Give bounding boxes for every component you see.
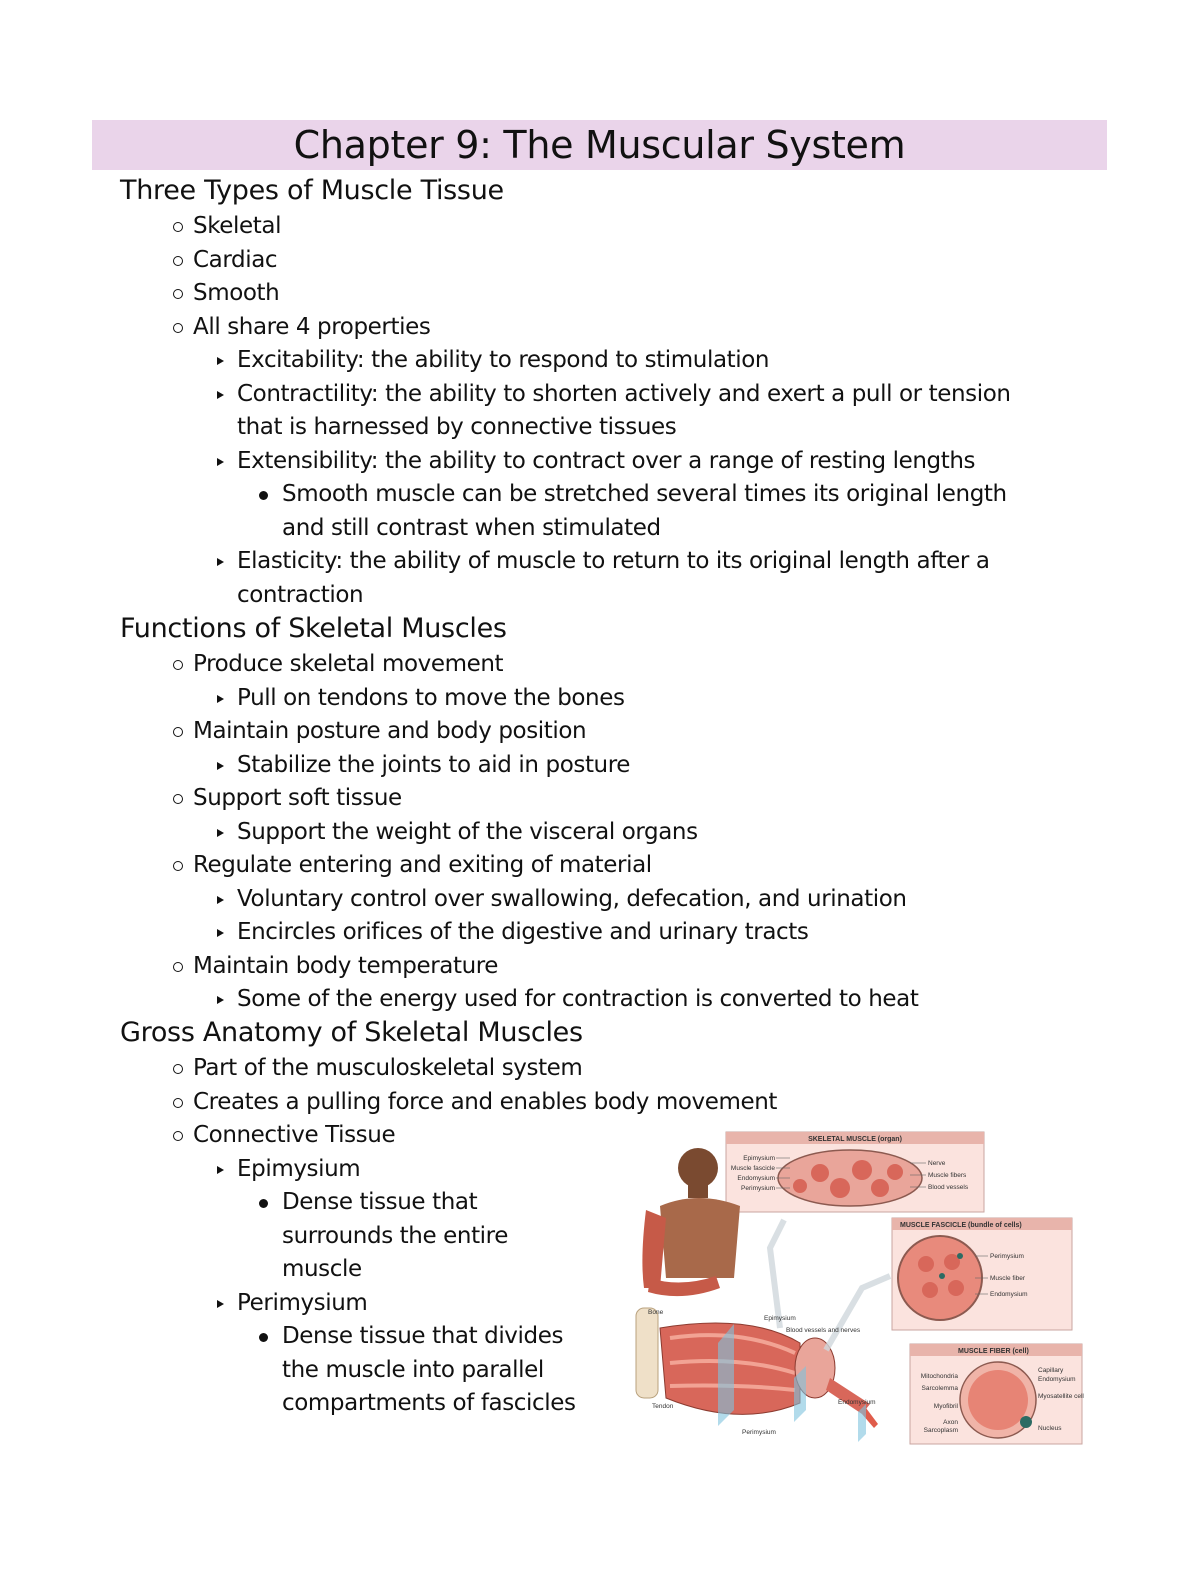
organ-label-fascicle: Muscle fascicle: [730, 1165, 775, 1172]
circle-bullet-icon: [173, 1131, 183, 1141]
circle-bullet-icon: [173, 1098, 183, 1108]
list-item-text: Extensibility: the ability to contract over a range of resting lengths: [237, 447, 976, 474]
list-item: [237, 749, 1087, 783]
triangle-bullet-icon: [217, 1300, 224, 1308]
main-label-epimysium: Epimysium: [764, 1315, 796, 1322]
triangle-bullet-icon: [217, 829, 224, 837]
list-item: [193, 244, 277, 278]
fiber-label-nucleus: Nucleus: [1038, 1425, 1062, 1432]
organ-label-blood-vessels: Blood vessels: [928, 1184, 969, 1191]
circle-bullet-icon: [173, 727, 183, 737]
list-item: [237, 445, 1087, 479]
list-item: [237, 545, 1087, 612]
organ-label-epimysium: Epimysium: [743, 1155, 775, 1162]
fascicle-panel: [892, 1218, 1072, 1330]
fiber-label-sarcoplasm: Sarcoplasm: [923, 1427, 958, 1434]
list-item-text: and still contrast when stimulated: [282, 514, 661, 541]
list-item-text: Support soft tissue: [193, 785, 402, 811]
list-item-text: compartments of fascicles: [282, 1390, 576, 1416]
list-item: [282, 1186, 612, 1287]
list-item-text: Regulate entering and exiting of material: [193, 852, 652, 878]
triangle-bullet-icon: [217, 996, 224, 1004]
fascicle-label-endomysium: Endomysium: [990, 1291, 1028, 1298]
list-item-text: contraction: [237, 581, 364, 608]
list-item: [282, 478, 1082, 545]
list-item: [193, 1119, 395, 1153]
triangle-bullet-icon: [217, 1166, 224, 1174]
organ-label-nerve: Nerve: [928, 1160, 946, 1167]
list-item: [193, 1086, 777, 1120]
triangle-bullet-icon: [217, 695, 224, 703]
list-item-text: Excitability: the ability to respond to stimulation: [237, 347, 770, 373]
triangle-bullet-icon: [217, 762, 224, 770]
list-item-text: Pull on tendons to move the bones: [237, 684, 625, 711]
list-item: [193, 1052, 582, 1086]
list-item: [237, 916, 1087, 950]
triangle-bullet-icon: [217, 929, 224, 937]
circle-bullet-icon: [173, 289, 183, 299]
page-title: Chapter 9: The Muscular System: [293, 123, 906, 167]
organ-panel-title: SKELETAL MUSCLE (organ): [808, 1136, 902, 1143]
triangle-bullet-icon: [217, 558, 224, 566]
circle-bullet-icon: [173, 1064, 183, 1074]
list-item-text: surrounds the entire: [282, 1222, 508, 1249]
fiber-label-endomysium: Endomysium: [1038, 1376, 1076, 1383]
organ-label-endomysium: Endomysium: [737, 1175, 775, 1182]
list-item-text: Dense tissue that: [282, 1189, 478, 1215]
fiber-label-sarcolemma: Sarcolemma: [921, 1385, 958, 1392]
muscle-anatomy-illustration: [630, 1128, 1090, 1448]
triangle-bullet-icon: [217, 896, 224, 904]
list-item: [282, 1320, 612, 1421]
list-item: [193, 277, 279, 311]
list-item-text: Produce skeletal movement: [193, 651, 504, 677]
organ-panel: [726, 1132, 984, 1212]
section-gross-anatomy-heading: Gross Anatomy of Skeletal Muscles: [120, 1017, 583, 1048]
fiber-label-myofibril: Myofibril: [933, 1403, 958, 1410]
circle-bullet-icon: [173, 256, 183, 266]
list-item: [237, 883, 1087, 917]
list-item-text: Stabilize the joints to aid in posture: [237, 751, 631, 778]
list-item-text: Encircles orifices of the digestive and urinary tracts: [237, 919, 809, 945]
list-item: [237, 344, 1087, 378]
list-item-text: Smooth muscle can be stretched several times its original length: [282, 481, 1007, 507]
list-item-text: muscle: [282, 1256, 362, 1282]
list-item: [237, 682, 1087, 716]
fascicle-label-perimysium: Perimysium: [990, 1253, 1024, 1260]
organ-label-perimysium: Perimysium: [741, 1185, 775, 1192]
list-item: [193, 950, 498, 984]
list-item-text: Part of the musculoskeletal system: [193, 1055, 583, 1081]
fiber-panel: [910, 1344, 1084, 1444]
list-item-text: All share 4 properties: [193, 313, 431, 340]
list-item-text: Epimysium: [237, 1155, 361, 1182]
list-item: [237, 816, 1087, 850]
circle-bullet-icon: [173, 660, 183, 670]
main-label-perimysium: Perimysium: [742, 1429, 776, 1436]
circle-bullet-icon: [173, 861, 183, 871]
dot-bullet-icon: [259, 1199, 268, 1208]
section-skeletal-functions-heading: Functions of Skeletal Muscles: [120, 613, 507, 644]
list-item-text: Contractility: the ability to shorten actively and exert a pull or tension: [237, 380, 1011, 407]
list-item: [193, 849, 652, 883]
person-illustration: [642, 1148, 740, 1296]
list-item: [237, 983, 1087, 1017]
list-item-text: Smooth: [193, 280, 280, 306]
triangle-bullet-icon: [217, 391, 224, 399]
muscle-anatomy-figure: [630, 1128, 1090, 1448]
triangle-bullet-icon: [217, 458, 224, 466]
list-item: [237, 378, 1087, 445]
main-label-tendon: Tendon: [652, 1403, 674, 1410]
list-item: [193, 782, 402, 816]
dot-bullet-icon: [259, 491, 268, 500]
fiber-label-capillary: Capillary: [1038, 1367, 1064, 1374]
fiber-label-mitochondria: Mitochondria: [920, 1373, 958, 1380]
list-item: [193, 311, 430, 345]
fiber-label-myosatellite: Myosatellite cell: [1038, 1393, 1084, 1400]
circle-bullet-icon: [173, 962, 183, 972]
list-item-text: Skeletal: [193, 213, 282, 239]
fiber-label-axon: Axon: [943, 1419, 958, 1426]
main-label-bone: Bone: [648, 1309, 664, 1316]
main-label-endomysium: Endomysium: [838, 1399, 876, 1406]
fascicle-panel-title: MUSCLE FASCICLE (bundle of cells): [900, 1222, 1022, 1229]
list-item-text: Perimysium: [237, 1289, 368, 1316]
list-item-text: that is harnessed by connective tissues: [237, 414, 677, 440]
main-label-vessels: Blood vessels and nerves: [786, 1327, 861, 1334]
list-item: [193, 715, 586, 749]
list-item-text: Maintain body temperature: [193, 952, 499, 979]
list-item-text: the muscle into parallel: [282, 1356, 544, 1383]
circle-bullet-icon: [173, 323, 183, 333]
list-item: [193, 210, 281, 244]
fiber-panel-title: MUSCLE FIBER (cell): [958, 1348, 1029, 1355]
dot-bullet-icon: [259, 1333, 268, 1342]
fascicle-label-muscle-fiber: Muscle fiber: [990, 1275, 1026, 1282]
list-item-text: Elasticity: the ability of muscle to return to its original length after a: [237, 548, 990, 574]
list-item-text: Cardiac: [193, 246, 278, 273]
list-item-text: Support the weight of the visceral organs: [237, 818, 698, 845]
list-item-text: Maintain posture and body position: [193, 718, 587, 744]
list-item-text: Creates a pulling force and enables body movement: [193, 1088, 778, 1115]
triangle-bullet-icon: [217, 357, 224, 365]
circle-bullet-icon: [173, 222, 183, 232]
list-item-text: Some of the energy used for contraction is converted to heat: [237, 986, 919, 1012]
list-item-text: Dense tissue that divides: [282, 1323, 564, 1349]
organ-label-muscle-fibers: Muscle fibers: [928, 1172, 967, 1179]
list-item-text: Voluntary control over swallowing, defecation, and urination: [237, 885, 907, 912]
list-item-text: Connective Tissue: [193, 1122, 396, 1148]
section-muscle-types-heading: Three Types of Muscle Tissue: [120, 175, 504, 206]
circle-bullet-icon: [173, 794, 183, 804]
list-item: [193, 648, 503, 682]
